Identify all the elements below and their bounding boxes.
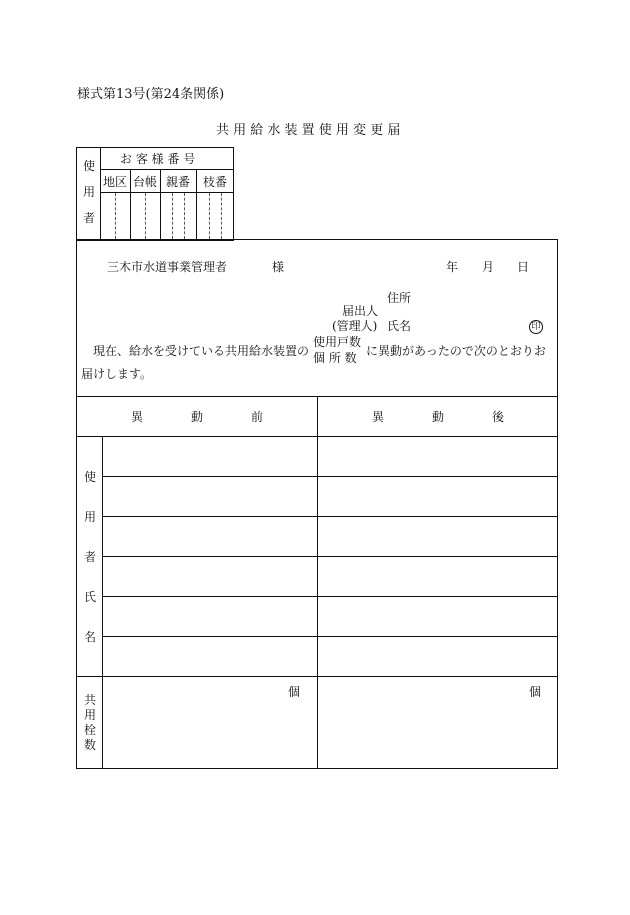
date-month: 月 [482, 260, 495, 274]
date-year: 年 [446, 260, 459, 274]
households-label: 使用戸数 [313, 335, 362, 349]
customer-number-label: お 客 様 番 号 [120, 152, 196, 166]
notifier-label: 届出人 [342, 304, 379, 318]
shared-taps-label-char: 数 [84, 738, 97, 752]
shared-taps-top-line [76, 676, 557, 677]
name-label: 氏名 [387, 319, 412, 333]
user-label-char: 用 [83, 185, 96, 199]
before-after-divider [317, 396, 318, 768]
user-name-label-char: 使 [84, 470, 97, 484]
column-parent-number: 親番 [166, 175, 191, 189]
addressee-honorific: 様 [272, 260, 285, 274]
column-district: 地区 [103, 175, 128, 189]
user-label-char: 者 [83, 211, 96, 225]
column-ledger: 台帳 [133, 175, 158, 189]
user-label-char: 使 [83, 159, 96, 173]
unit-before: 個 [288, 685, 301, 699]
name-row-line [102, 596, 557, 597]
shared-taps-label-char: 共 [84, 693, 97, 707]
name-row-line [102, 556, 557, 557]
seal-mark: 印 [529, 320, 543, 334]
user-name-label-char: 者 [84, 550, 97, 564]
form-number: 様式第13号(第24条関係) [77, 87, 225, 102]
body-text-part3: 届けします。 [81, 367, 153, 381]
after-header: 異 動 後 [372, 410, 505, 424]
places-label: 個 所 数 [313, 351, 357, 365]
body-text-part2: に異動があったので次のとおりお [366, 344, 546, 358]
unit-after: 個 [529, 685, 542, 699]
user-column-divider [100, 147, 101, 240]
customer-number-columns-line [100, 192, 233, 193]
column-branch-number: 枝番 [203, 175, 228, 189]
label-column-divider [102, 436, 103, 768]
body-text-part1: 現在、給水を受けている共用給水装置の [93, 344, 310, 358]
shared-taps-label-char: 用 [84, 708, 97, 722]
user-name-label-char: 用 [84, 510, 97, 524]
manager-label: (管理人) [332, 319, 378, 333]
before-header: 異 動 前 [131, 410, 264, 424]
name-row-line [102, 476, 557, 477]
shared-taps-label-char: 栓 [84, 723, 97, 737]
address-label: 住所 [387, 291, 412, 305]
name-row-line [102, 516, 557, 517]
addressee: 三木市水道事業管理者 [107, 260, 228, 274]
form-title: 共 用 給 水 装 置 使 用 変 更 届 [216, 123, 401, 138]
date-day: 日 [517, 260, 530, 274]
user-name-label-char: 氏 [84, 590, 97, 604]
user-name-label-char: 名 [84, 630, 97, 644]
name-row-line [102, 636, 557, 637]
customer-number-header-line [100, 169, 233, 170]
